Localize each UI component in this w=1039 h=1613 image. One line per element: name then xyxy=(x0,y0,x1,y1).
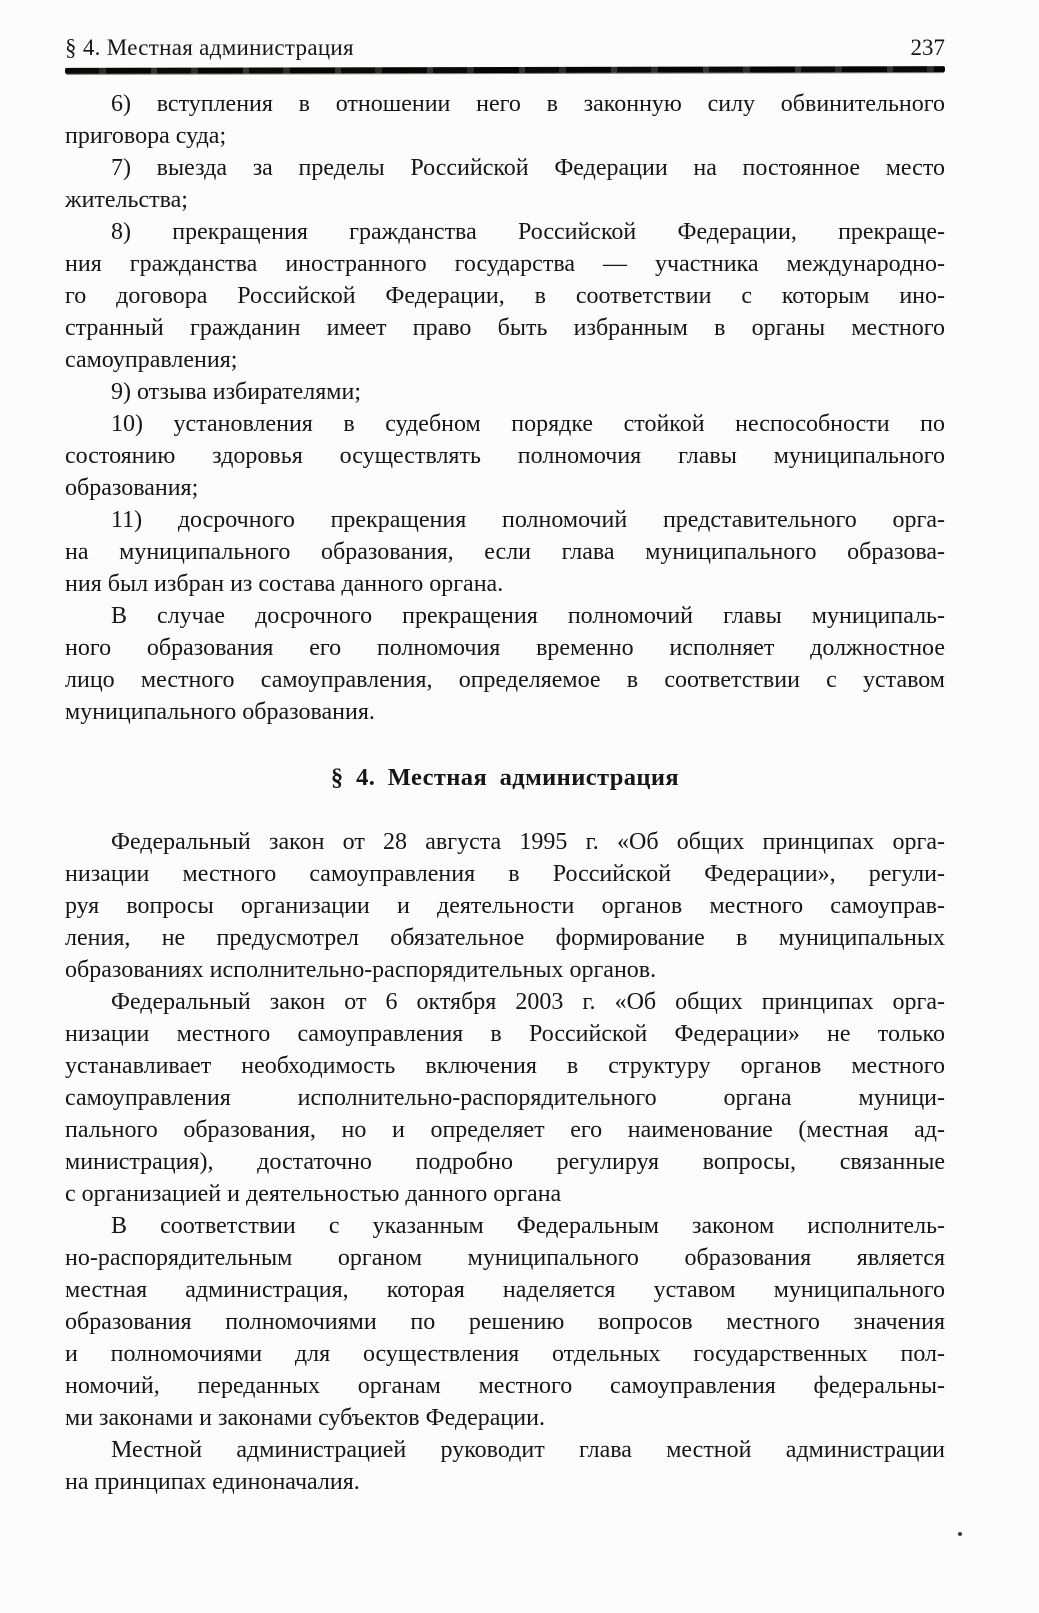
text-line: Местной администрацией руководит глава местной администрации xyxy=(111,1437,945,1463)
running-title: § 4. Местная администрация xyxy=(65,35,354,60)
paragraph xyxy=(65,826,945,986)
text-line: 10) установления в судебном порядке стойкой неспособности по xyxy=(111,411,945,437)
text-line: муниципального образования. xyxy=(65,699,375,725)
text-line: ного образования его полномочия временно исполняет должностное xyxy=(65,635,945,661)
text-line: самоуправления; xyxy=(65,347,238,373)
paragraph xyxy=(65,600,945,728)
text-line: ми законами и законами субъектов Федерации. xyxy=(65,1405,545,1431)
paragraph xyxy=(65,986,945,1210)
text-line: 6) вступления в отношении него в законную силу обвинительного xyxy=(111,91,945,117)
text-line: ния гражданства иностранного государства — участника международно- xyxy=(65,251,945,277)
text-line: но-распорядительным органом муниципального образования является xyxy=(65,1245,945,1271)
text-line: лицо местного самоуправления, определяемое в соответствии с уставом xyxy=(65,667,945,693)
paragraph xyxy=(65,1434,945,1498)
paragraph xyxy=(65,408,945,504)
text-line: В соответствии с указанным Федеральным законом исполнитель- xyxy=(111,1213,945,1239)
text-line: Федеральный закон от 6 октября 2003 г. «Об общих принципах орга- xyxy=(111,989,945,1015)
text-line: приговора суда; xyxy=(65,123,227,149)
page-number: 237 xyxy=(910,35,945,60)
paragraph xyxy=(65,1210,945,1434)
text-line: состоянию здоровья осуществлять полномочия главы муниципального xyxy=(65,443,945,469)
section-local-administration xyxy=(65,826,945,1498)
text-line: устанавливает необходимость включения в структуру органов местного xyxy=(65,1053,945,1079)
paragraph xyxy=(65,216,945,376)
text-line: местная администрация, которая наделяется уставом муниципального xyxy=(65,1277,945,1303)
paragraph xyxy=(65,152,945,216)
section-heading: § 4. Местная администрация xyxy=(330,764,680,791)
text-line: номочий, переданных органам местного самоуправления федеральны- xyxy=(65,1373,945,1399)
text-line: руя вопросы организации и деятельности органов местного самоуправ- xyxy=(65,893,945,919)
text-line: ния был избран из состава данного органа. xyxy=(65,571,504,597)
text-line: 7) выезда за пределы Российской Федерации на постоянное место xyxy=(111,155,945,181)
text-line: го договора Российской Федерации, в соответствии с которым ино- xyxy=(65,283,945,309)
text-line: на принципах единоначалия. xyxy=(65,1469,360,1495)
text-line: образованиях исполнительно-распорядительных органов. xyxy=(65,957,657,983)
text-line: на муниципального образования, если глава муниципального образова- xyxy=(65,539,945,565)
text-line: образования полномочиями по решению вопросов местного значения xyxy=(65,1309,945,1335)
text-line: образования; xyxy=(65,475,199,501)
paragraph xyxy=(65,376,945,408)
paragraph xyxy=(65,88,945,152)
scan-artifact-dot xyxy=(958,1532,962,1536)
text-line: и полномочиями для осуществления отдельных государственных пол- xyxy=(65,1341,945,1367)
text-line: 8) прекращения гражданства Российской Федерации, прекраще- xyxy=(111,219,945,245)
section-grounds-list xyxy=(65,88,945,728)
text-line: низации местного самоуправления в Российской Федерации» не только xyxy=(65,1021,945,1047)
text-line: пального образования, но и определяет его наименование (местная ад- xyxy=(65,1117,945,1143)
text-line: министрация), достаточно подробно регулируя вопросы, связанные xyxy=(65,1149,945,1175)
text-line: 11) досрочного прекращения полномочий представительного орга- xyxy=(111,507,945,533)
document-body xyxy=(65,88,945,1498)
text-line: странный гражданин имеет право быть избранным в органы местного xyxy=(65,315,945,341)
text-line: 9) отзыва избирателями; xyxy=(111,379,361,405)
text-line: самоуправления исполнительно-распорядительного органа муници- xyxy=(65,1085,945,1111)
header-rule-divider xyxy=(65,66,945,74)
text-line: В случае досрочного прекращения полномочий главы муниципаль- xyxy=(111,603,945,629)
running-header xyxy=(65,34,945,62)
paragraph xyxy=(65,504,945,600)
text-line: низации местного самоуправления в Российской Федерации», регули- xyxy=(65,861,945,887)
text-line: жительства; xyxy=(65,187,188,213)
text-line: с организацией и деятельностью данного органа xyxy=(65,1181,562,1207)
text-line: Федеральный закон от 28 августа 1995 г. «Об общих принципах орга- xyxy=(111,829,945,855)
text-line: ления, не предусмотрел обязательное формирование в муниципальных xyxy=(65,925,945,951)
